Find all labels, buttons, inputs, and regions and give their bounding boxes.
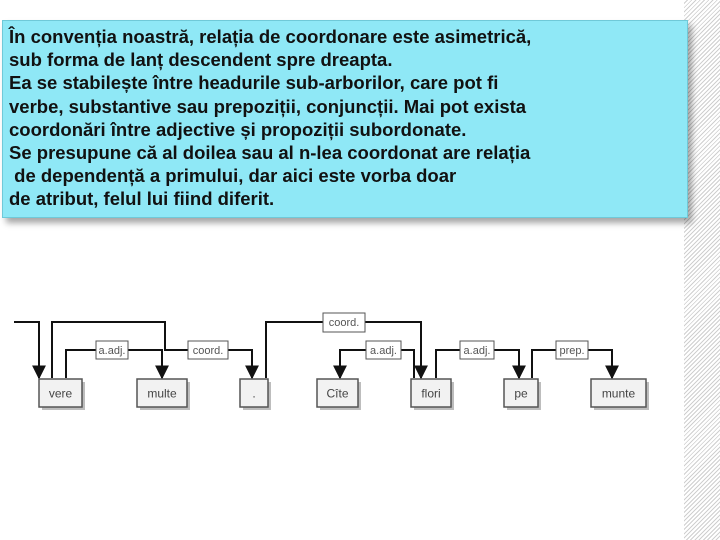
word-nodes	[39, 379, 649, 410]
relation-label-text: a.adj.	[370, 345, 397, 357]
text-line: coordonări între adjective și propoziții subordonate.	[9, 118, 467, 140]
relation-label-text: prep.	[559, 345, 585, 357]
relation-label-aadj-cite	[366, 341, 401, 359]
edge-flori-to-aadj	[401, 350, 414, 378]
edge-flori-to-aadj2	[436, 350, 460, 378]
relation-label-text: a.adj.	[98, 345, 126, 357]
edge-vere-to-aadj	[66, 350, 96, 378]
edge-prep-to-munte	[588, 350, 612, 378]
relation-label-text: coord.	[328, 317, 360, 329]
word-node-text: pe	[514, 386, 528, 401]
text-line: de atribut, felul lui fiind diferit.	[9, 188, 275, 210]
relation-label-coord	[188, 341, 228, 359]
edge-dot-to-coord	[266, 322, 323, 378]
word-node-flori	[411, 379, 454, 410]
text-line: verbe, substantive sau prepoziții, conjuncții. Mai pot exista	[9, 95, 527, 117]
word-node-text: multe	[147, 386, 177, 401]
edge-aadj-to-cite	[340, 350, 366, 378]
word-node-cite	[317, 379, 361, 410]
text-line: Se presupune că al doilea sau al n-lea coordonat are relația	[9, 142, 531, 164]
root-edge	[14, 322, 39, 378]
word-node-pe	[504, 379, 541, 410]
edge-aadj-to-pe	[494, 350, 519, 378]
text-line: Ea se stabilește între headurile sub-arborilor, care pot fi	[9, 72, 499, 94]
relation-label-text: a.adj.	[463, 345, 491, 357]
word-node-dot	[240, 379, 271, 410]
word-node-text: Cîte	[326, 386, 349, 401]
relation-label-prep	[556, 341, 588, 359]
word-node-vere	[39, 379, 85, 410]
edge-pe-to-prep	[532, 350, 556, 378]
relation-label-aadj	[96, 341, 128, 359]
word-node-text: munte	[601, 386, 636, 401]
word-node-text: flori	[421, 386, 441, 401]
relation-label-text: coord.	[192, 345, 224, 357]
word-node-munte	[591, 379, 649, 410]
relation-label-coord-top	[323, 313, 365, 332]
word-node-text: vere	[48, 386, 73, 401]
edge-coord-to-dot	[228, 350, 252, 378]
word-node-text: .	[252, 386, 256, 401]
text-line: sub forma de lanț descendent spre dreapta.	[9, 49, 393, 71]
relation-label-aadj-pe	[460, 341, 494, 359]
relation-labels	[96, 313, 588, 359]
text-line: În convenția noastră, relația de coordonare este asimetrică,	[9, 26, 532, 47]
text-line: de dependență a primului, dar aici este vorba doar	[9, 165, 457, 187]
edge-aadj-to-multe	[128, 350, 162, 378]
word-node-multe	[137, 379, 190, 410]
